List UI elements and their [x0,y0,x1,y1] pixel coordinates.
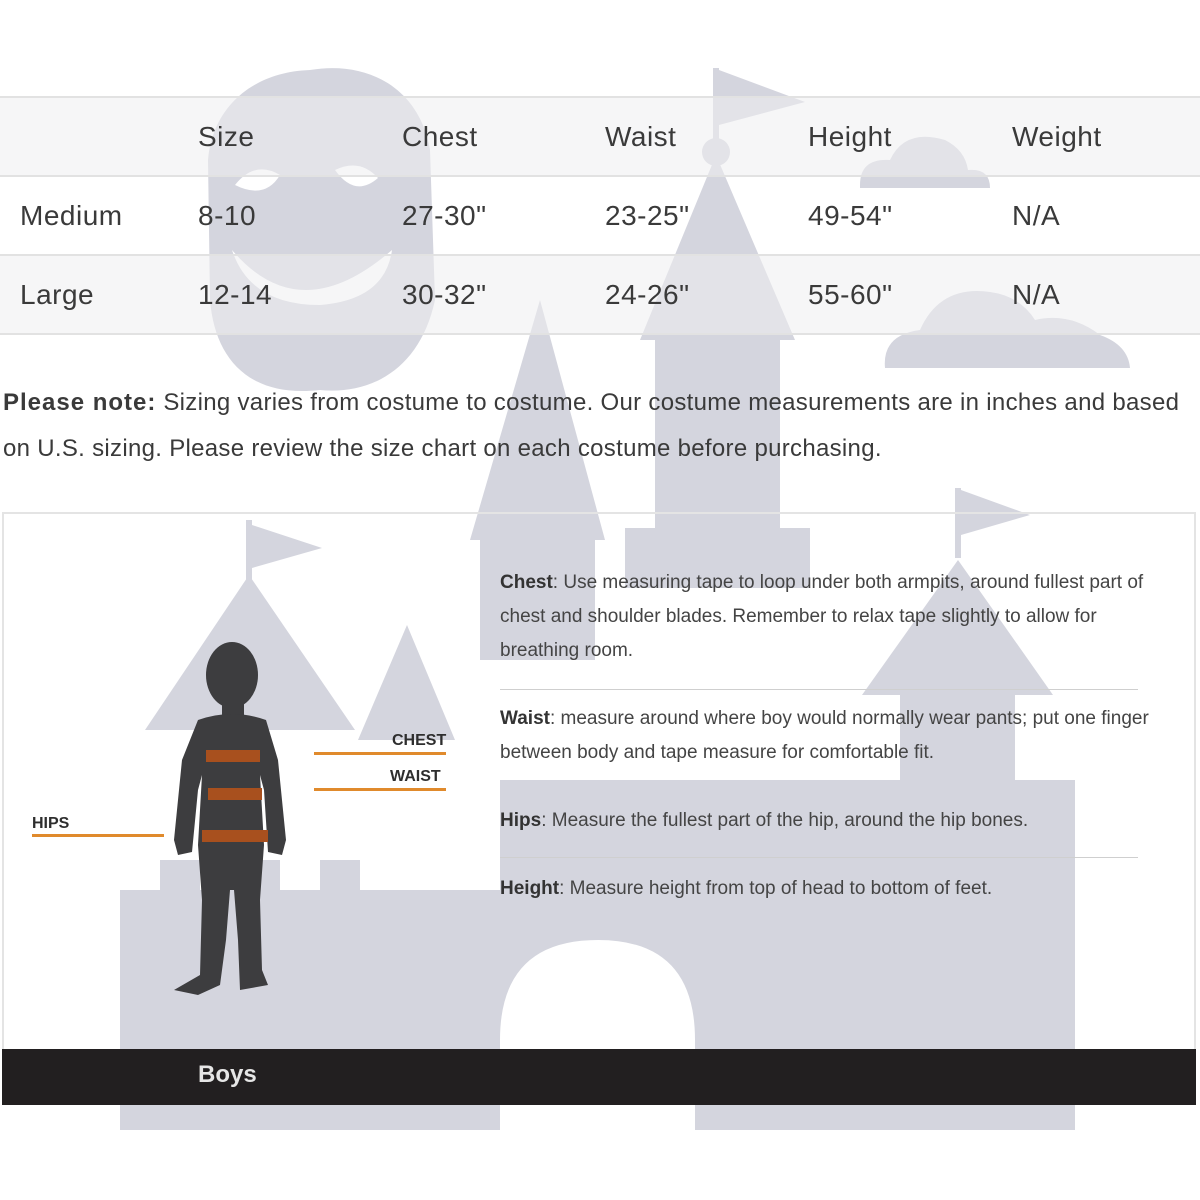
chest-callout-line [314,752,446,755]
waist-instruction [500,702,1150,770]
hips-instruction-text: : Measure the fullest part of the hip, around the hip bones. [541,810,1029,831]
waist-callout-label: WAIST [390,768,441,785]
category-footer-bar [2,1049,1196,1105]
table-row [0,176,1200,255]
chest-instruction-text: : Use measuring tape to loop under both armpits, around fullest part of chest and shoulder blades. Remember to relax tape slightly to allow for breathing room. [500,572,1144,661]
header-cell-size: Size [198,120,255,152]
table-cell: 24-26" [605,278,690,310]
sizing-note [3,380,1193,472]
table-header-row [0,97,1200,176]
hips-instruction-label: Hips [500,810,542,831]
height-instruction [500,872,1150,906]
size-chart-table [0,96,1200,335]
header-cell-weight: Weight [1012,120,1102,152]
table-cell: 12-14 [198,278,273,310]
table-cell: N/A [1012,278,1061,310]
table-cell: 55-60" [808,278,893,310]
hips-callout-label: HIPS [32,815,70,832]
boy-silhouette-figure [160,640,300,1010]
height-instruction-text: : Measure height from top of head to bottom of feet. [559,878,993,899]
note-label: Please note: [3,389,157,416]
waist-instruction-text: : measure around where boy would normally wear pants; put one finger between body and tape measure for comfortable fit. [500,708,1149,763]
table-cell: Large [20,278,95,310]
category-label: Boys [198,1061,257,1088]
chest-instruction [500,566,1150,668]
table-cell: 8-10 [198,199,257,231]
note-text: Sizing varies from costume to costume. Our costume measurements are in inches and based on U.S. sizing. Please review the size chart on each costume before purchasing. [3,389,1180,462]
header-cell-chest: Chest [402,120,478,152]
table-cell: 27-30" [402,199,487,231]
chest-instruction-label: Chest [500,572,553,593]
hips-instruction [500,804,1150,838]
chest-callout-label: CHEST [392,732,447,749]
height-instruction-label: Height [500,878,560,899]
divider [500,689,1138,690]
table-row [0,255,1200,334]
waist-callout-line [314,788,446,791]
divider [500,857,1138,858]
table-cell: 30-32" [402,278,487,310]
table-cell: 23-25" [605,199,690,231]
header-cell-height: Height [808,120,892,152]
table-cell: Medium [20,199,123,231]
hips-callout-line [32,834,164,837]
waist-instruction-label: Waist [500,708,550,729]
header-cell-blank [0,97,198,176]
header-cell-waist: Waist [605,120,677,152]
table-cell: N/A [1012,199,1061,231]
table-cell: 49-54" [808,199,893,231]
